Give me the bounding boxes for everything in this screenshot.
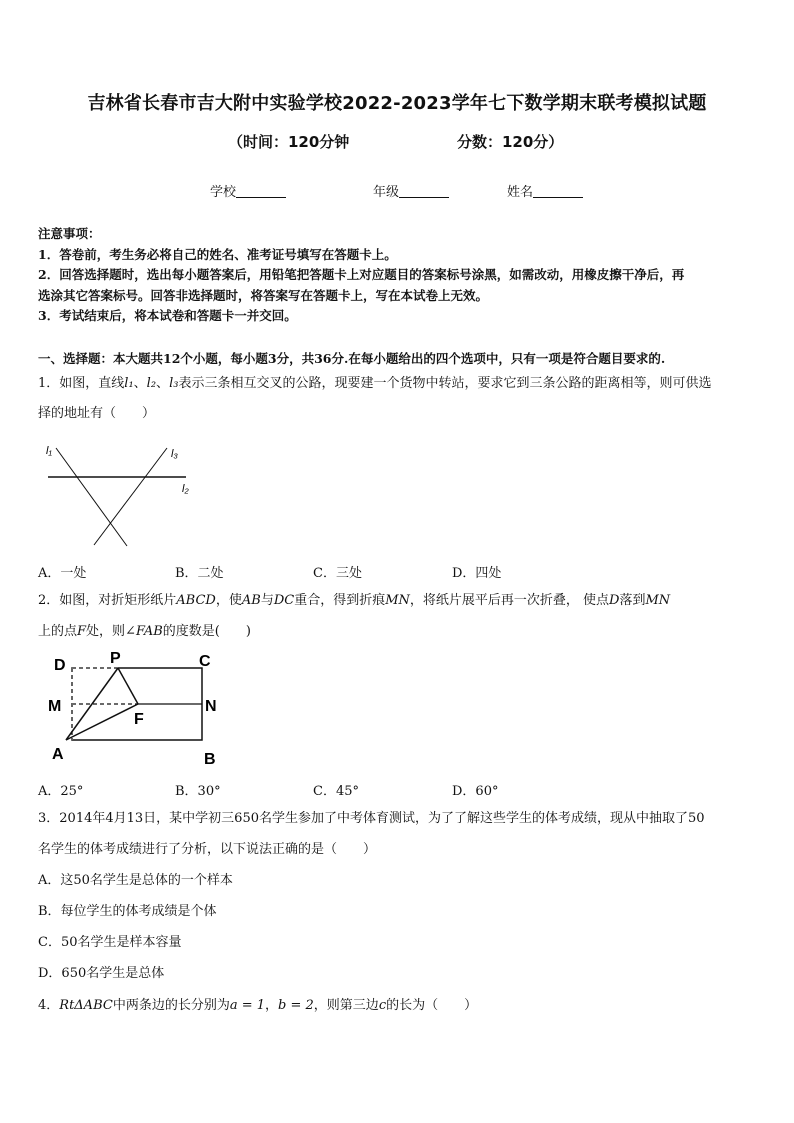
q2-text: 落到 — [619, 593, 646, 608]
q2-text: ，将纸片展平后再一次折叠， 使点 — [409, 593, 610, 608]
notes-item: 1．答卷前，考生务必将自己的姓名、准考证号填写在答题卡上。 — [38, 246, 397, 262]
notes-item: 选涂其它答案标号。回答非选择题时，将答案写在答题卡上，写在本试卷上无效。 — [38, 287, 489, 303]
segment-af — [66, 704, 138, 740]
q2-option-d: D．60° — [452, 784, 499, 799]
q2-text: 2．如图，对折矩形纸片 — [38, 593, 177, 608]
q2-math-mn: MN — [645, 593, 671, 608]
grade-blank — [399, 185, 449, 198]
q3-option-b: B．每位学生的体考成绩是个体 — [38, 904, 217, 919]
q1-stem-line1 — [38, 369, 711, 399]
q4-stem — [38, 991, 477, 1021]
label-l1: l₁ — [46, 445, 52, 457]
school-label: 学校 — [210, 185, 237, 200]
q1-text: 表示三条相互交叉的公路，现要建一个货物中转站，要求它到三条公路的距离相等，则可供选 — [178, 376, 712, 391]
vertex-d: D — [54, 657, 66, 674]
vertex-a: A — [52, 746, 64, 763]
point-n: N — [205, 698, 217, 715]
line-l3 — [94, 448, 167, 545]
q1-l1: l₁ — [124, 376, 134, 391]
q4-text: 的长为（ ） — [386, 998, 478, 1013]
q1-option-b: B．二处 — [175, 566, 224, 581]
q1-option-c: C．三处 — [313, 566, 362, 581]
vertex-c: C — [199, 653, 211, 670]
page-title: 吉林省长春市吉大附中实验学校2022-2023学年七下数学期末联考模拟试题 — [87, 93, 707, 114]
q2-stem-line1 — [38, 586, 670, 616]
vertex-b: B — [204, 751, 216, 768]
q1-sep: 、 — [133, 376, 147, 391]
name-field — [507, 181, 583, 200]
q2-text: 与 — [260, 593, 274, 608]
q1-sep: 、 — [156, 376, 170, 391]
q3-option-a: A．这50名学生是总体的一个样本 — [38, 873, 233, 888]
q3-stem-line2: 名学生的体考成绩进行了分析，以下说法正确的是（ ） — [38, 842, 377, 857]
q2-option-b: B．30° — [175, 784, 221, 799]
exam-score: 分数：120分） — [457, 133, 564, 151]
q2-math-fab: FAB — [135, 624, 163, 639]
q4-math-c: c — [378, 998, 387, 1013]
point-f: F — [134, 711, 144, 728]
q2-math-f: F — [77, 624, 87, 639]
vertex-p: P — [110, 650, 121, 667]
q1-l2: l₂ — [146, 376, 157, 391]
notes-item: 2．回答选择题时，选出每小题答案后，用铅笔把答题卡上对应题目的答案标号涂黑，如需改动，用橡皮擦干净后，再 — [38, 267, 685, 282]
segment-pf — [118, 668, 138, 704]
q2-math-dc: DC — [273, 593, 295, 608]
q4-math-rt: Rt — [59, 998, 75, 1013]
line-l1 — [56, 448, 127, 546]
grade-label: 年级 — [373, 185, 400, 200]
q2-text: 重合，得到折痕 — [294, 593, 386, 608]
q4-text: 4． — [38, 998, 60, 1013]
q4-text: ，则第三边 — [313, 998, 379, 1013]
q2-figure — [46, 646, 236, 772]
q2-text: 上的点 — [38, 624, 78, 639]
q2-option-a: A．25° — [38, 784, 84, 799]
q2-math-abcd: ABCD — [176, 593, 216, 608]
q4-math-abc: ΔABC — [74, 998, 113, 1013]
q1-stem-line2: 择的地址有（ ） — [38, 406, 156, 421]
q2-math-d: D — [609, 593, 620, 608]
q2-math-mn: MN — [385, 593, 410, 608]
name-label: 姓名 — [507, 185, 534, 200]
label-l2: l₂ — [182, 483, 189, 495]
q1-l3: l₃ — [169, 376, 179, 391]
q1-option-a: A．一处 — [38, 566, 87, 581]
q2-text: ，使 — [215, 593, 242, 608]
notes-item: 3．考试结束后，将本试卷和答题卡一并交回。 — [38, 308, 297, 323]
q4-text: ， — [265, 998, 279, 1013]
q4-math-b: b = 2 — [278, 998, 314, 1013]
q4-math-a: a = 1 — [229, 998, 266, 1013]
point-m: M — [48, 698, 62, 715]
q1-figure — [40, 440, 200, 552]
school-field — [210, 181, 286, 200]
q2-stem-line2 — [38, 617, 251, 647]
q1-text: 1．如图，直线 — [38, 376, 125, 391]
notes-block — [38, 224, 684, 327]
grade-field — [373, 181, 449, 200]
notes-heading: 注意事项： — [38, 226, 101, 241]
q2-option-c: C．45° — [313, 784, 359, 799]
q3-option-d: D．650名学生是总体 — [38, 966, 165, 981]
q3-option-c: C．50名学生是样本容量 — [38, 935, 182, 950]
label-l3: l₃ — [171, 448, 178, 460]
q2-math-ab: AB — [241, 593, 261, 608]
exam-time: （时间：120分钟 — [228, 133, 350, 151]
name-blank — [533, 185, 583, 198]
q3-stem-line1: 3．2014年4月13日，某中学初三650名学生参加了中考体育测试，为了了解这些学生的体考成绩，现从中抽取了50 — [38, 811, 705, 826]
q4-text: 中两条边的长分别为 — [112, 998, 230, 1013]
q2-text: 的度数是( ) — [162, 624, 251, 639]
school-blank — [236, 185, 286, 198]
q2-text: 处，则∠ — [86, 624, 136, 639]
section-heading: 一、选择题：本大题共12个小题，每小题3分，共36分.在每小题给出的四个选项中，只有一项是符合题目要求的. — [38, 351, 666, 366]
q1-option-d: D．四处 — [452, 566, 502, 581]
